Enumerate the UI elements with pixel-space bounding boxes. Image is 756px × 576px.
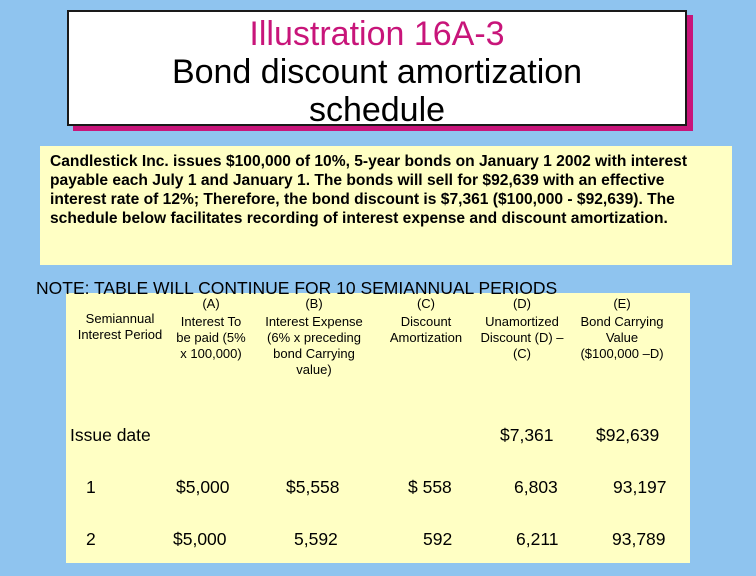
column-header-e bbox=[576, 296, 668, 362]
column-header-a bbox=[172, 296, 250, 362]
column-header-text: Bond Carrying Value ($100,000 –D) bbox=[580, 314, 664, 361]
column-letter: (E) bbox=[613, 296, 631, 311]
row-1-interest-expense: $5,558 bbox=[286, 477, 340, 497]
table-note: NOTE: TABLE WILL CONTINUE FOR 10 SEMIANNUAL PERIODS bbox=[36, 278, 558, 298]
title-box bbox=[67, 10, 687, 126]
row-1-interest-paid: $5,000 bbox=[176, 477, 230, 497]
column-letter: (B) bbox=[305, 296, 323, 311]
column-header-c bbox=[381, 296, 471, 346]
row-1-unamortized-discount: 6,803 bbox=[514, 477, 558, 497]
title-illustration-number: Illustration 16A-3 bbox=[249, 15, 505, 53]
row-2-period: 2 bbox=[86, 529, 96, 549]
row-2-interest-expense: 5,592 bbox=[294, 529, 338, 549]
row-2-carrying-value: 93,789 bbox=[612, 529, 666, 549]
column-letter: (C) bbox=[416, 296, 436, 311]
column-header-period bbox=[74, 311, 166, 343]
title-subject: Bond discount amortization bbox=[171, 53, 583, 91]
row-1-carrying-value: 93,197 bbox=[613, 477, 667, 497]
row-1-period: 1 bbox=[86, 477, 96, 497]
amortization-table bbox=[66, 293, 690, 563]
row-2-discount-amortization: 592 bbox=[423, 529, 453, 549]
column-letter: (A) bbox=[202, 296, 220, 311]
column-header-b bbox=[256, 296, 372, 378]
column-header-text: Semiannual Interest Period bbox=[77, 311, 163, 342]
column-letter: (D) bbox=[512, 296, 532, 311]
issue-date-unamortized-discount: $7,361 bbox=[500, 425, 554, 445]
column-header-text: Interest To be paid (5% x 100,000) bbox=[176, 314, 246, 361]
intro-paragraph: Candlestick Inc. issues $100,000 of 10%, 5-year bonds on January 1 2002 with interest payable each July 1 and January 1. The bonds will sell for $92,639 with an effective interest rate of 12%; Therefore, the bond discount is $7,361 ($100,000 - $92,639). The schedule below facilitates recording of interest expense and discount amortization. bbox=[40, 146, 732, 265]
row-2-unamortized-discount: 6,211 bbox=[516, 529, 559, 549]
title-subject-cont: schedule bbox=[308, 91, 446, 126]
column-header-text: Interest Expense (6% x preceding bond Carrying value) bbox=[265, 314, 363, 377]
column-header-text: Unamortized Discount (D) – (C) bbox=[480, 314, 564, 361]
issue-date-carrying-value: $92,639 bbox=[596, 425, 660, 445]
row-1-discount-amortization: $ 558 bbox=[408, 477, 452, 497]
issue-date-label: Issue date bbox=[70, 425, 151, 445]
column-header-text: Discount Amortization bbox=[389, 314, 463, 345]
row-2-interest-paid: $5,000 bbox=[173, 529, 227, 549]
column-header-d bbox=[476, 296, 568, 362]
